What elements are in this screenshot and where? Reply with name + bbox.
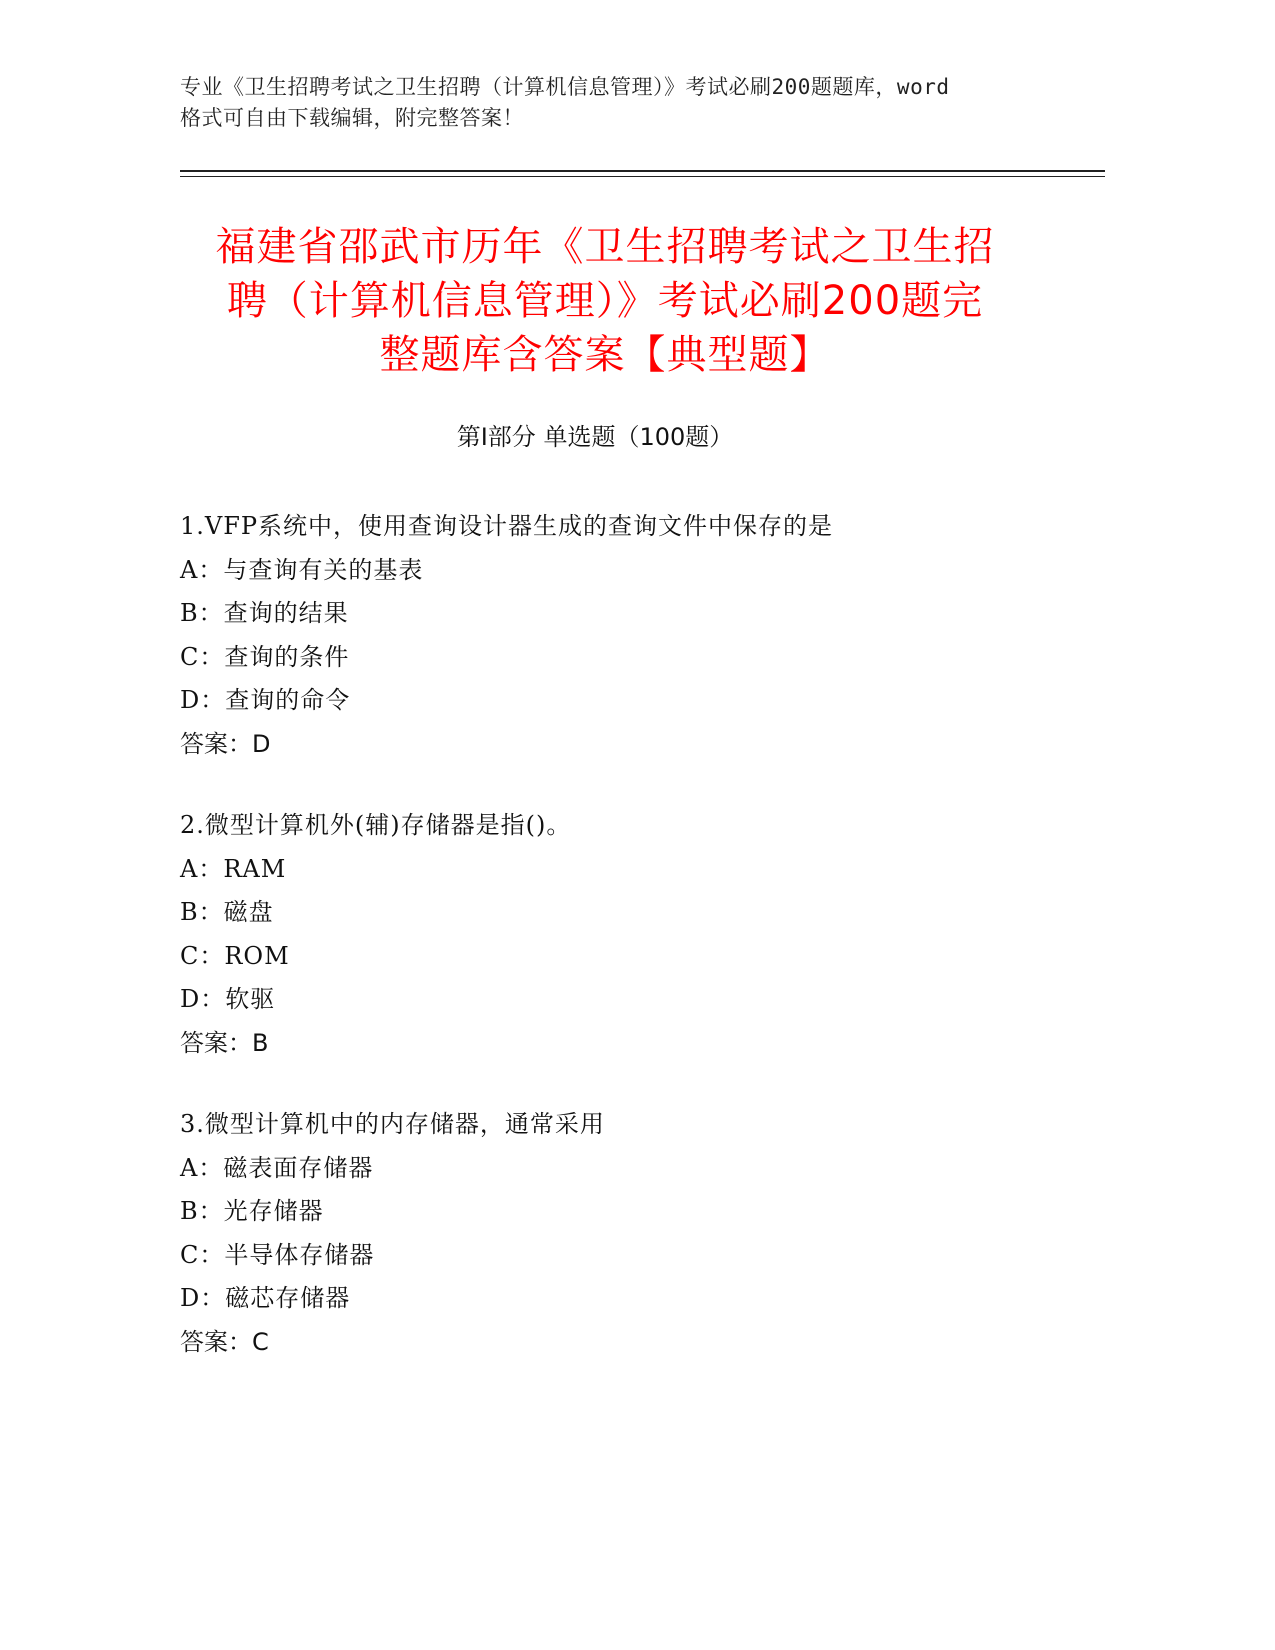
option-d: D：查询的命令 xyxy=(180,686,351,714)
question-stem: 2.微型计算机外(辅)存储器是指()。 xyxy=(180,811,572,839)
option-a: A：磁表面存储器 xyxy=(180,1153,374,1182)
document-title-line-2: 聘（计算机信息管理）》考试必刷200题完 xyxy=(226,278,984,324)
answer-key: 答案：C xyxy=(180,1327,269,1356)
question-3 xyxy=(180,1103,1080,1364)
option-d: D：磁芯存储器 xyxy=(180,1284,351,1312)
document-title xyxy=(170,220,1040,382)
option-b: B：磁盘 xyxy=(180,898,274,926)
option-c: C：ROM xyxy=(180,941,290,970)
header-rule-thin xyxy=(180,176,1105,177)
option-a: A：RAM xyxy=(180,854,287,883)
question-2 xyxy=(180,804,1080,1065)
question-list xyxy=(180,505,1080,1402)
header-note xyxy=(180,72,1060,134)
option-c: C：查询的条件 xyxy=(180,642,350,671)
question-1 xyxy=(180,505,1080,766)
option-d: D：软驱 xyxy=(180,985,276,1013)
question-stem: 1.VFP系统中，使用查询设计器生成的查询文件中保存的是 xyxy=(180,512,834,540)
option-c: C：半导体存储器 xyxy=(180,1240,375,1269)
section-heading: 第Ⅰ部分 单选题（100题） xyxy=(456,423,734,451)
answer-key: 答案：B xyxy=(180,1028,269,1057)
option-b: B：光存储器 xyxy=(180,1197,324,1225)
option-a: A：与查询有关的基表 xyxy=(180,555,424,584)
document-title-line-1: 福建省邵武市历年《卫生招聘考试之卫生招 xyxy=(215,224,995,270)
header-note-line-2: 格式可自由下载编辑，附完整答案！ xyxy=(180,106,524,130)
question-stem: 3.微型计算机中的内存储器，通常采用 xyxy=(180,1110,605,1138)
answer-key: 答案：D xyxy=(180,729,271,758)
option-b: B：查询的结果 xyxy=(180,599,349,627)
document-title-line-3: 整题库含答案【典型题】 xyxy=(379,332,831,378)
header-note-line-1: 专业《卫生招聘考试之卫生招聘（计算机信息管理）》考试必刷200题题库，word xyxy=(180,75,950,99)
header-rule-thick xyxy=(180,170,1105,172)
